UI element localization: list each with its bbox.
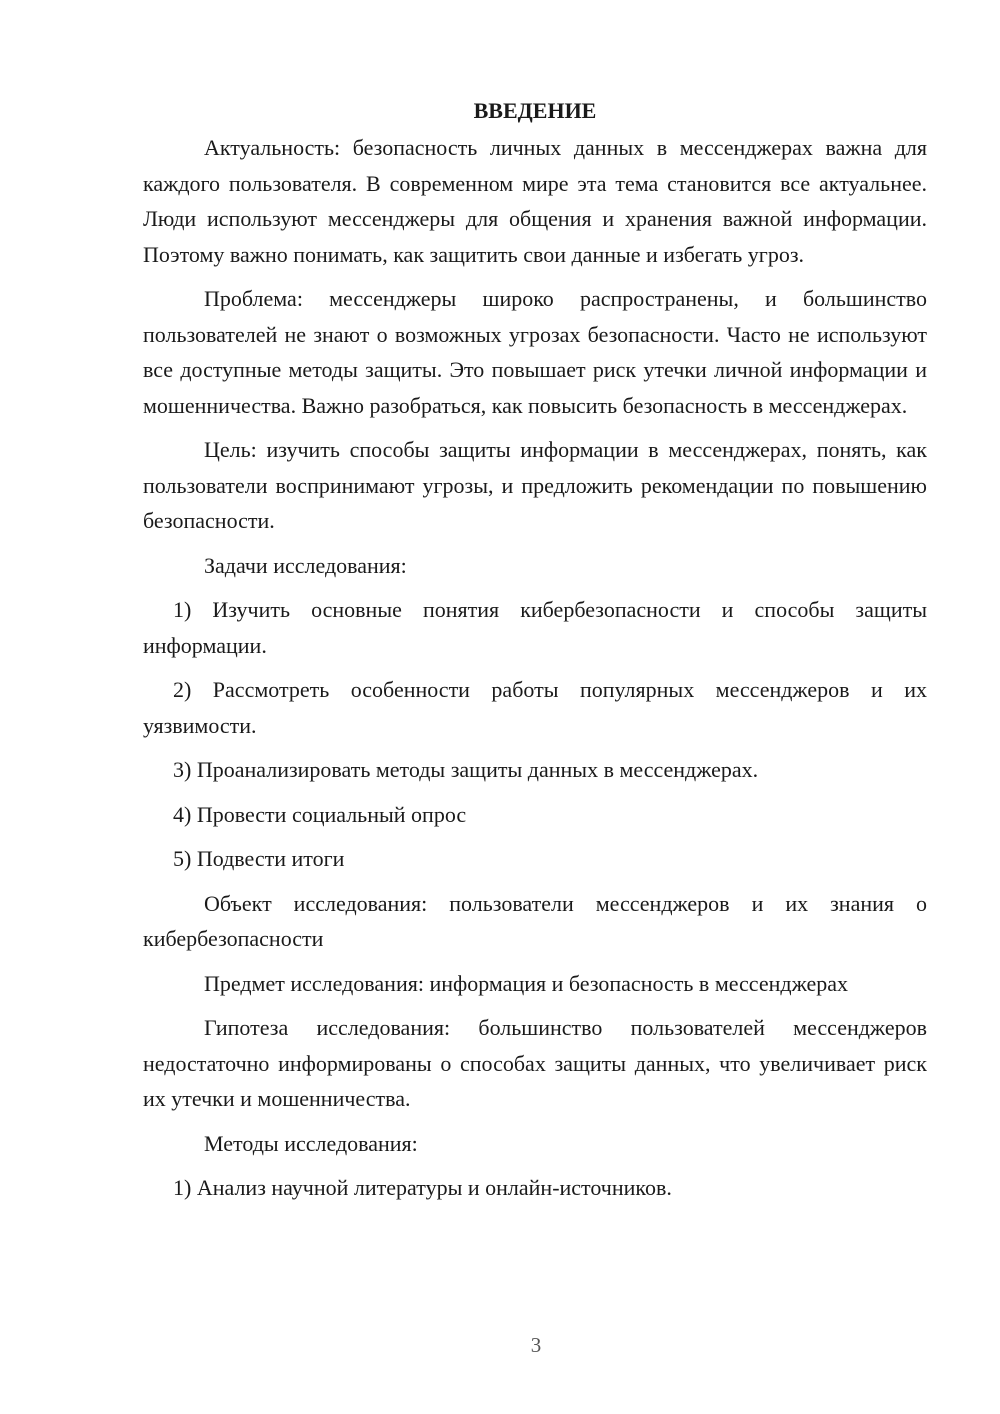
subject-paragraph: Предмет исследования: информация и безопасность в мессенджерах <box>204 970 849 996</box>
page-content <box>143 96 927 1215</box>
tasks-heading: Задачи исследования: <box>204 552 407 578</box>
hypothesis-paragraph: Гипотеза исследования: большинство пользователей мессенджеров недостаточно информированы о способах защиты данных, что увеличивает риск их утечки и мошенничества. <box>143 1015 927 1111</box>
task-item: 2) Рассмотреть особенности работы популярных мессенджеров и их уязвимости. <box>143 677 927 738</box>
task-item: 4) Провести социальный опрос <box>173 801 467 827</box>
task-item: 3) Проанализировать методы защиты данных в мессенджерах. <box>173 757 759 782</box>
problem-paragraph: Проблема: мессенджеры широко распространены, и большинство пользователей не знают о возможных угрозах безопасности. Часто не используют все доступные методы защиты. Это повышает риск утечки личной информации и мошенничества. Важно разобраться, как повысить безопасность в мессенджерах. <box>143 286 927 418</box>
methods-heading: Методы исследования: <box>204 1130 418 1156</box>
relevance-paragraph: Актуальность: безопасность личных данных в мессенджерах важна для каждого пользователя. В современном мире эта тема становится все актуальнее. Люди используют мессенджеры для общения и хранения важной информации. Поэтому важно понимать, как защитить свои данные и избегать угроз. <box>143 135 927 267</box>
task-item: 1) Изучить основные понятия кибербезопасности и способы защиты информации. <box>143 597 927 658</box>
method-item: 1) Анализ научной литературы и онлайн-источников. <box>173 1175 672 1200</box>
object-paragraph: Объект исследования: пользователи мессенджеров и их знания о кибербезопасности <box>143 890 927 951</box>
page-number: 3 <box>530 1333 542 1357</box>
task-item: 5) Подвести итоги <box>173 846 345 871</box>
goal-paragraph: Цель: изучить способы защиты информации в мессенджерах, понять, как пользователи воспринимают угрозы, и предложить рекомендации по повышению безопасности. <box>143 437 927 533</box>
section-heading: ВВЕДЕНИЕ <box>473 98 597 123</box>
